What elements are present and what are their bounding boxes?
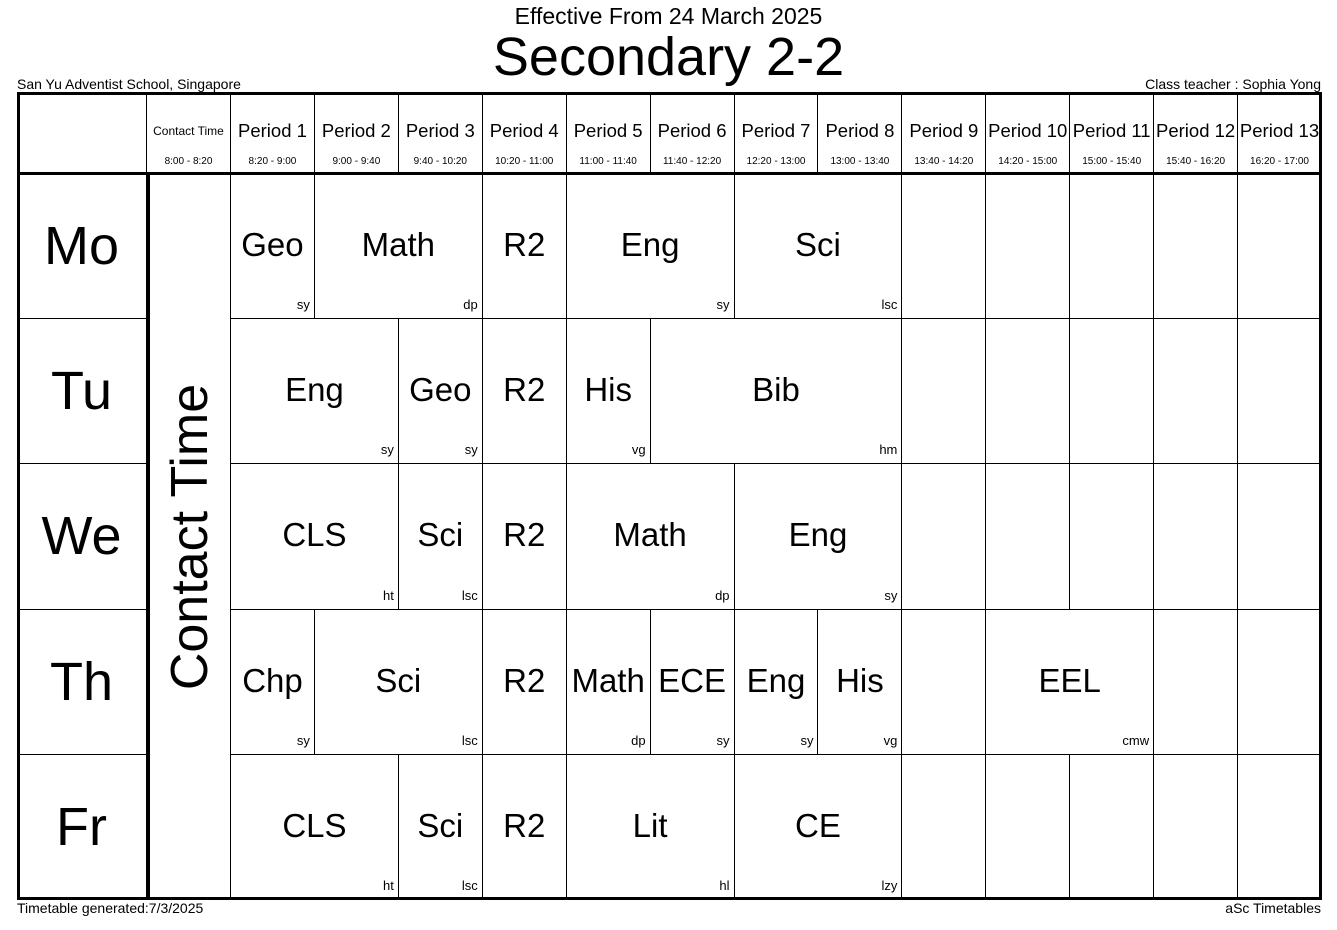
day-label: We	[41, 506, 122, 567]
empty-slot	[902, 319, 986, 464]
empty-slot	[902, 755, 986, 900]
brand-label: aSc Timetables	[1225, 900, 1321, 916]
lesson-teacher: sy	[800, 732, 814, 748]
lesson-teacher: lsc	[461, 587, 478, 603]
lesson-teacher: sy	[884, 587, 898, 603]
lesson-teacher: sy	[296, 297, 310, 313]
lesson-cell	[651, 319, 903, 464]
lesson-cell	[567, 319, 651, 464]
empty-slot	[1154, 610, 1238, 755]
lesson-teacher: hm	[879, 442, 898, 458]
lesson-cell	[483, 174, 567, 319]
lesson-teacher: cmw	[1122, 732, 1150, 748]
empty-slot	[986, 319, 1070, 464]
header-contact-time	[147, 92, 231, 174]
lesson-cell	[231, 755, 399, 900]
empty-slot	[1070, 755, 1154, 900]
empty-slot	[986, 755, 1070, 900]
lesson-teacher: sy	[380, 442, 394, 458]
period-time: 15:40 - 16:20	[1166, 156, 1226, 167]
header-period-3	[399, 92, 483, 174]
period-label: Period 6	[657, 120, 727, 141]
empty-slot	[1070, 174, 1154, 319]
day-label: Mo	[43, 216, 119, 277]
period-label: Period 8	[825, 120, 895, 141]
period-label: Period 9	[909, 120, 979, 141]
lesson-subject: R2	[503, 516, 546, 554]
day-label: Tu	[50, 361, 112, 422]
lesson-cell	[567, 174, 735, 319]
lesson-subject: Sci	[417, 516, 464, 554]
lesson-subject: Math	[361, 226, 436, 263]
lesson-subject: Geo	[241, 226, 304, 263]
class-teacher: Class teacher : Sophia Yong	[1145, 76, 1321, 92]
day-tu	[17, 319, 147, 464]
lesson-cell	[231, 174, 315, 319]
header-period-2	[315, 92, 399, 174]
lesson-teacher: vg	[631, 442, 646, 458]
empty-slot	[1154, 755, 1238, 900]
header-period-5	[567, 92, 651, 174]
lesson-teacher: ht	[383, 877, 394, 893]
day-we	[17, 464, 147, 609]
lesson-subject: R2	[503, 661, 546, 699]
empty-slot	[986, 174, 1070, 319]
lesson-cell	[651, 610, 735, 755]
lesson-subject: EEL	[1038, 661, 1101, 699]
empty-slot	[1154, 174, 1238, 319]
lesson-subject: ECE	[658, 661, 726, 699]
day-fr	[17, 755, 147, 900]
period-label: Period 1	[238, 120, 307, 141]
period-label: Period 3	[405, 120, 475, 141]
lesson-cell	[483, 319, 567, 464]
lesson-subject: His	[584, 371, 632, 409]
lesson-teacher: lsc	[461, 732, 478, 748]
lesson-teacher: sy	[296, 732, 310, 748]
header-period-10	[986, 92, 1070, 174]
lesson-teacher: lzy	[881, 877, 898, 893]
period-time: 9:00 - 9:40	[332, 156, 381, 167]
lesson-cell	[735, 464, 903, 609]
lesson-subject: Geo	[409, 371, 472, 409]
lesson-teacher: ht	[383, 587, 394, 603]
period-time: 14:20 - 15:00	[998, 156, 1058, 167]
period-time: 8:20 - 9:00	[248, 156, 297, 167]
header-divider	[17, 172, 1322, 175]
lesson-cell	[399, 755, 483, 900]
period-time: 13:00 - 13:40	[830, 156, 890, 167]
lesson-cell	[399, 319, 483, 464]
period-label: Contact Time	[153, 124, 224, 138]
lesson-subject: Sci	[375, 661, 422, 699]
period-time: 11:40 - 12:20	[662, 156, 722, 167]
lesson-subject: Eng	[746, 661, 806, 699]
header-period-8	[818, 92, 902, 174]
empty-slot	[1238, 174, 1322, 319]
day-th	[17, 610, 147, 755]
empty-slot	[902, 464, 986, 609]
contact-time-label: Contact Time	[161, 383, 219, 691]
lesson-teacher: dp	[715, 587, 730, 603]
lesson-cell	[735, 174, 903, 319]
period-time: 16:20 - 17:00	[1250, 156, 1309, 167]
page-title: Secondary 2-2	[492, 27, 845, 87]
lesson-teacher: sy	[716, 732, 730, 748]
period-label: Period 4	[489, 120, 559, 141]
empty-slot	[1238, 610, 1322, 755]
header-period-7	[735, 92, 819, 174]
lesson-cell	[399, 464, 483, 609]
header-period-12	[1154, 92, 1238, 174]
contact-time-column	[147, 174, 231, 900]
lesson-cell	[315, 174, 483, 319]
lesson-teacher: sy	[464, 442, 478, 458]
lesson-cell	[231, 319, 399, 464]
header-period-11	[1070, 92, 1154, 174]
lesson-teacher: sy	[716, 297, 730, 313]
effective-date: Effective From 24 March 2025	[514, 3, 823, 29]
period-time: 13:40 - 14:20	[914, 156, 974, 167]
lesson-cell	[986, 610, 1154, 755]
period-label: Period 13	[1239, 120, 1320, 141]
lesson-subject: R2	[503, 806, 546, 844]
lesson-subject: CE	[795, 806, 841, 844]
lesson-subject: His	[836, 661, 884, 699]
lesson-subject: Sci	[795, 226, 841, 263]
lesson-teacher: lsc	[881, 297, 898, 313]
lesson-subject: Math	[571, 661, 645, 699]
lesson-subject: Eng	[620, 226, 680, 263]
lesson-subject: CLS	[282, 806, 347, 844]
empty-slot	[1070, 319, 1154, 464]
empty-slot	[902, 610, 986, 755]
header-period-4	[483, 92, 567, 174]
lesson-subject: R2	[503, 371, 546, 409]
header-period-9	[902, 92, 986, 174]
day-mo	[17, 174, 147, 319]
period-time: 9:40 - 10:20	[413, 156, 467, 167]
header-period-1	[231, 92, 315, 174]
lesson-subject: Chp	[242, 661, 303, 699]
period-label: Period 10	[988, 120, 1068, 141]
period-label: Period 5	[573, 120, 643, 141]
empty-slot	[1238, 319, 1322, 464]
lesson-cell	[231, 610, 315, 755]
day-label: Fr	[56, 796, 107, 857]
lesson-cell	[567, 610, 651, 755]
empty-slot	[1070, 464, 1154, 609]
lesson-subject: Bib	[752, 371, 800, 409]
lesson-cell	[818, 610, 902, 755]
header-period-6	[651, 92, 735, 174]
period-time: 11:00 - 11:40	[579, 156, 637, 167]
lesson-subject: Lit	[632, 806, 668, 844]
lesson-teacher: lsc	[461, 877, 478, 893]
period-time: 10:20 - 11:00	[495, 156, 554, 167]
lesson-subject: R2	[503, 226, 546, 263]
lesson-subject: Math	[613, 516, 687, 554]
period-label: Period 2	[321, 120, 391, 141]
generated-date: Timetable generated:7/3/2025	[17, 900, 204, 916]
empty-slot	[1238, 755, 1322, 900]
lesson-cell	[567, 755, 735, 900]
lesson-subject: Eng	[788, 516, 848, 554]
lesson-cell	[231, 464, 399, 609]
day-label: Th	[49, 651, 114, 712]
lesson-cell	[567, 464, 735, 609]
school-name: San Yu Adventist School, Singapore	[17, 76, 241, 92]
empty-slot	[1154, 319, 1238, 464]
lesson-cell	[735, 755, 903, 900]
lesson-teacher: hl	[719, 877, 730, 893]
lesson-cell	[483, 755, 567, 900]
lesson-teacher: vg	[883, 732, 898, 748]
empty-slot	[902, 174, 986, 319]
empty-slot	[986, 464, 1070, 609]
period-time: 8:00 - 8:20	[164, 156, 213, 167]
empty-slot	[1238, 464, 1322, 609]
period-time: 15:00 - 15:40	[1082, 156, 1142, 167]
corner-cell	[17, 92, 147, 174]
lesson-cell	[315, 610, 483, 755]
period-time: 12:20 - 13:00	[746, 156, 806, 167]
lesson-cell	[735, 610, 819, 755]
empty-slot	[1154, 464, 1238, 609]
lesson-cell	[483, 464, 567, 609]
lesson-teacher: dp	[631, 732, 646, 748]
period-label: Period 11	[1072, 120, 1151, 141]
period-label: Period 7	[741, 120, 811, 141]
lesson-cell	[483, 610, 567, 755]
lesson-subject: CLS	[282, 516, 347, 554]
lesson-subject: Sci	[417, 806, 464, 844]
period-label: Period 12	[1156, 120, 1236, 141]
lesson-teacher: dp	[463, 297, 478, 313]
header-period-13	[1238, 92, 1322, 174]
lesson-subject: Eng	[285, 371, 344, 409]
